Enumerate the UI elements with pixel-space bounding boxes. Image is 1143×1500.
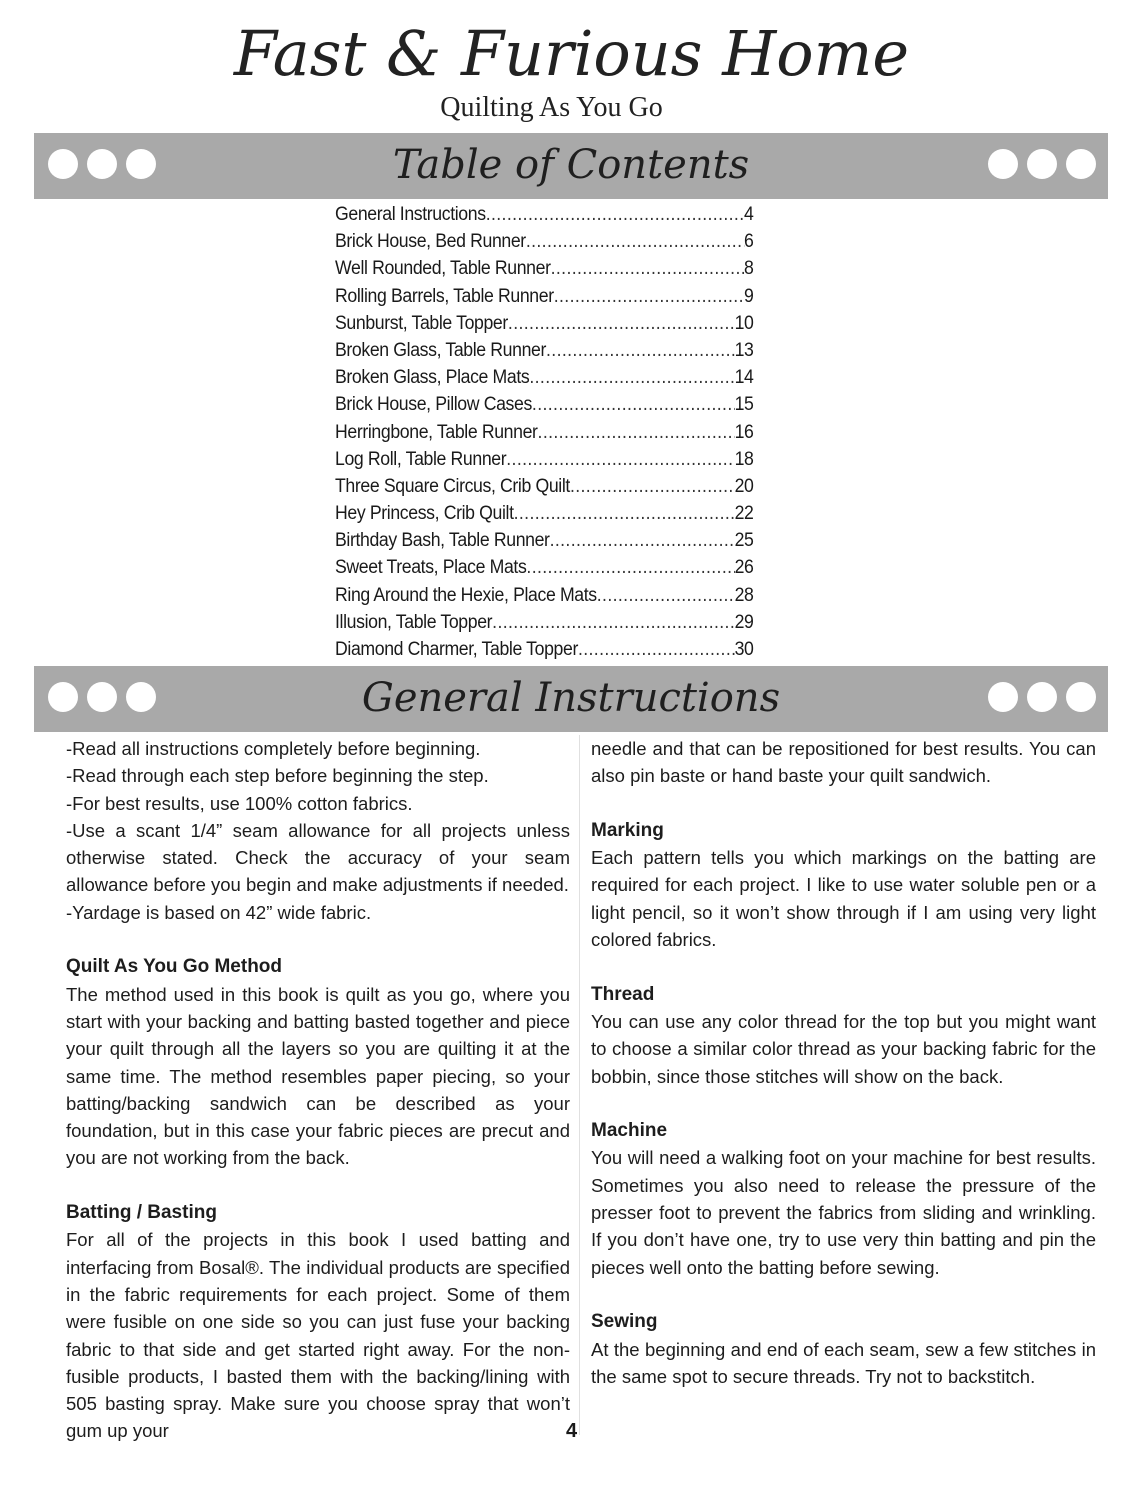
toc-entry-page: 14: [734, 367, 754, 389]
toc-entry-title: Birthday Bash, Table Runner: [335, 530, 550, 552]
section-heading-batting: Batting / Basting: [66, 1202, 217, 1224]
toc-leader-dots: [551, 255, 744, 282]
toc-entry: [335, 636, 754, 663]
toc-leader-dots: [597, 582, 735, 609]
toc-entry-page: 10: [734, 312, 754, 334]
toc-entry: [335, 283, 754, 310]
toc-entry-title: Log Roll, Table Runner: [335, 448, 507, 470]
toc-entry-title: Ring Around the Hexie, Place Mats: [335, 584, 597, 606]
toc-entry-page: 15: [734, 394, 754, 416]
intro-line: -Use a scant 1/4” seam allowance for all projects unless otherwise stated. Check the accuracy of your seam allowance before you begin and make adjustments if needed.: [66, 819, 570, 896]
section-body-machine: You will need a walking foot on your machine for best results. Sometimes you also need to release the pressure of the presser foot to prevent the fabrics from sliding and wrinkling. If you don’t have one, try to use very thin batting and pin the pieces well onto the batting before sewing.: [591, 1147, 1096, 1278]
toc-leader-dots: [508, 310, 735, 337]
toc-entry-page: 25: [734, 530, 754, 552]
toc-leader-dots: [486, 201, 744, 228]
section-heading-thread: Thread: [591, 983, 655, 1005]
toc-leader-dots: [506, 446, 734, 473]
toc-entry-title: Diamond Charmer, Table Topper: [335, 639, 578, 660]
intro-line: -Read through each step before beginning the step.: [66, 765, 489, 787]
toc-entry: [335, 527, 754, 554]
section-heading-sewing: Sewing: [591, 1311, 658, 1333]
toc-leader-dots: [570, 473, 735, 500]
left-column: [66, 735, 570, 1445]
toc-leader-dots: [546, 337, 735, 364]
toc-leader-dots: [550, 527, 735, 554]
section-heading-machine: Machine: [591, 1120, 668, 1142]
toc-entry-page: 22: [734, 503, 754, 525]
toc-entry-title: Herringbone, Table Runner: [335, 421, 538, 443]
toc-entry-title: Hey Princess, Crib Quilt: [335, 503, 514, 525]
toc-entry-title: Three Square Circus, Crib Quilt: [335, 475, 570, 497]
section-body-batting: For all of the projects in this book I used batting and interfacing from Bosal®. The individual products are specified in the fabric requirements for each project. Some of them were fusible on one side so you can just fuse your backing fabric to that side and get started right away. For the non-fusible products, I basted them with the backing/lining with 505 basting spray. Make sure you choose spray that won’t gum up your: [66, 1229, 570, 1442]
toc-leader-dots: [526, 554, 734, 581]
toc-entry-title: General Instructions: [335, 204, 486, 225]
toc-entry-title: Sunburst, Table Topper: [335, 312, 508, 334]
toc-entry-page: 26: [734, 557, 754, 579]
toc-entry: [335, 201, 754, 228]
column-divider: [579, 735, 580, 1435]
toc-entry: [335, 337, 754, 364]
toc-entry-title: Broken Glass, Table Runner: [335, 339, 547, 361]
decorative-dots-right: [988, 682, 1096, 712]
toc-entry-title: Sweet Treats, Place Mats: [335, 557, 527, 579]
intro-line: -Yardage is based on 42” wide fabric.: [66, 901, 372, 923]
toc-leader-dots: [514, 500, 735, 527]
toc-entry: [335, 446, 754, 473]
toc-entry-page: 4: [744, 204, 754, 225]
section-body-thread: You can use any color thread for the top but you might want to choose a similar color thread as your backing fabric for the bobbin, since those stitches will show on the back.: [591, 1010, 1096, 1087]
section-body-marking: Each pattern tells you which markings on the batting are required for each project. I like to use water soluble pen or a light pencil, so it won’t show through if I am using very light colored fabrics.: [591, 847, 1096, 951]
circle-icon: [1066, 682, 1096, 712]
page-number: 4: [565, 1420, 578, 1442]
circle-icon: [1027, 682, 1057, 712]
section-body-quilt-method: The method used in this book is quilt as you go, where you start with your backing and batting basted together and piece your quilt through all the layers so you are quilting it at the same time. The method resembles paper piecing, so your batting/backing sandwich can be described as your foundation, but in this case your fabric pieces are precut and you are not working from the back.: [66, 983, 570, 1169]
toc-entry-title: Rolling Barrels, Table Runner: [335, 285, 554, 307]
toc-entry: [335, 419, 754, 446]
toc-heading: Table of Contents: [392, 142, 750, 188]
decorative-dots-right: [988, 149, 1096, 179]
circle-icon: [1027, 149, 1057, 179]
circle-icon: [1066, 149, 1096, 179]
toc-entry-page: 18: [734, 448, 754, 470]
toc-entry: [335, 554, 754, 581]
section-heading-quilt-method: Quilt As You Go Method: [66, 956, 283, 978]
toc-entry-title: Brick House, Bed Runner: [335, 231, 526, 253]
toc-leader-dots: [492, 609, 734, 636]
toc-leader-dots: [538, 419, 735, 446]
toc-entry: [335, 473, 754, 500]
toc-leader-dots: [554, 283, 744, 310]
toc-entry-title: Broken Glass, Place Mats: [335, 367, 530, 389]
toc-leader-dots: [532, 391, 735, 418]
toc-entry: [335, 228, 754, 255]
toc-leader-dots: [578, 636, 735, 663]
toc-entry-page: 28: [734, 584, 754, 606]
general-heading-band: [34, 666, 1108, 732]
section-body-batting-continued: needle and that can be repositioned for best results. You can also pin baste or hand baste your quilt sandwich.: [591, 738, 1096, 787]
circle-icon: [988, 149, 1018, 179]
toc-entry-title: Brick House, Pillow Cases: [335, 394, 532, 416]
toc-entry-page: 29: [734, 611, 754, 633]
toc-leader-dots: [526, 228, 744, 255]
book-subtitle: Quilting As You Go: [440, 92, 663, 123]
circle-icon: [988, 682, 1018, 712]
toc-leader-dots: [529, 364, 734, 391]
toc-entry-page: 16: [734, 421, 754, 443]
intro-line: -Read all instructions completely before beginning.: [66, 738, 481, 759]
toc-entry-page: 30: [734, 639, 754, 660]
intro-line: -For best results, use 100% cotton fabrics.: [66, 792, 413, 814]
toc-entry: [335, 500, 754, 527]
toc-entry: [335, 609, 754, 636]
general-heading: General Instructions: [361, 675, 781, 721]
toc-entry-page: 13: [734, 339, 754, 361]
toc-heading-band: [34, 133, 1108, 199]
toc-entry-title: Illusion, Table Topper: [335, 611, 493, 633]
toc-entry-page: 20: [734, 475, 754, 497]
toc-entry-page: 8: [744, 258, 754, 280]
toc-entry-title: Well Rounded, Table Runner: [335, 258, 551, 280]
toc-entry-page: 9: [744, 285, 754, 307]
toc-entry: [335, 310, 754, 337]
right-column: [591, 735, 1096, 1390]
section-heading-marking: Marking: [591, 819, 664, 841]
toc-entry: [335, 582, 754, 609]
toc-entry-page: 6: [744, 231, 754, 253]
toc-entry: [335, 364, 754, 391]
toc-list: [335, 201, 754, 663]
section-body-sewing: At the beginning and end of each seam, sew a few stitches in the same spot to secure threads. Try not to backstitch.: [591, 1338, 1096, 1387]
toc-entry: [335, 255, 754, 282]
toc-entry: [335, 391, 754, 418]
book-title: Fast & Furious Home: [233, 17, 910, 90]
